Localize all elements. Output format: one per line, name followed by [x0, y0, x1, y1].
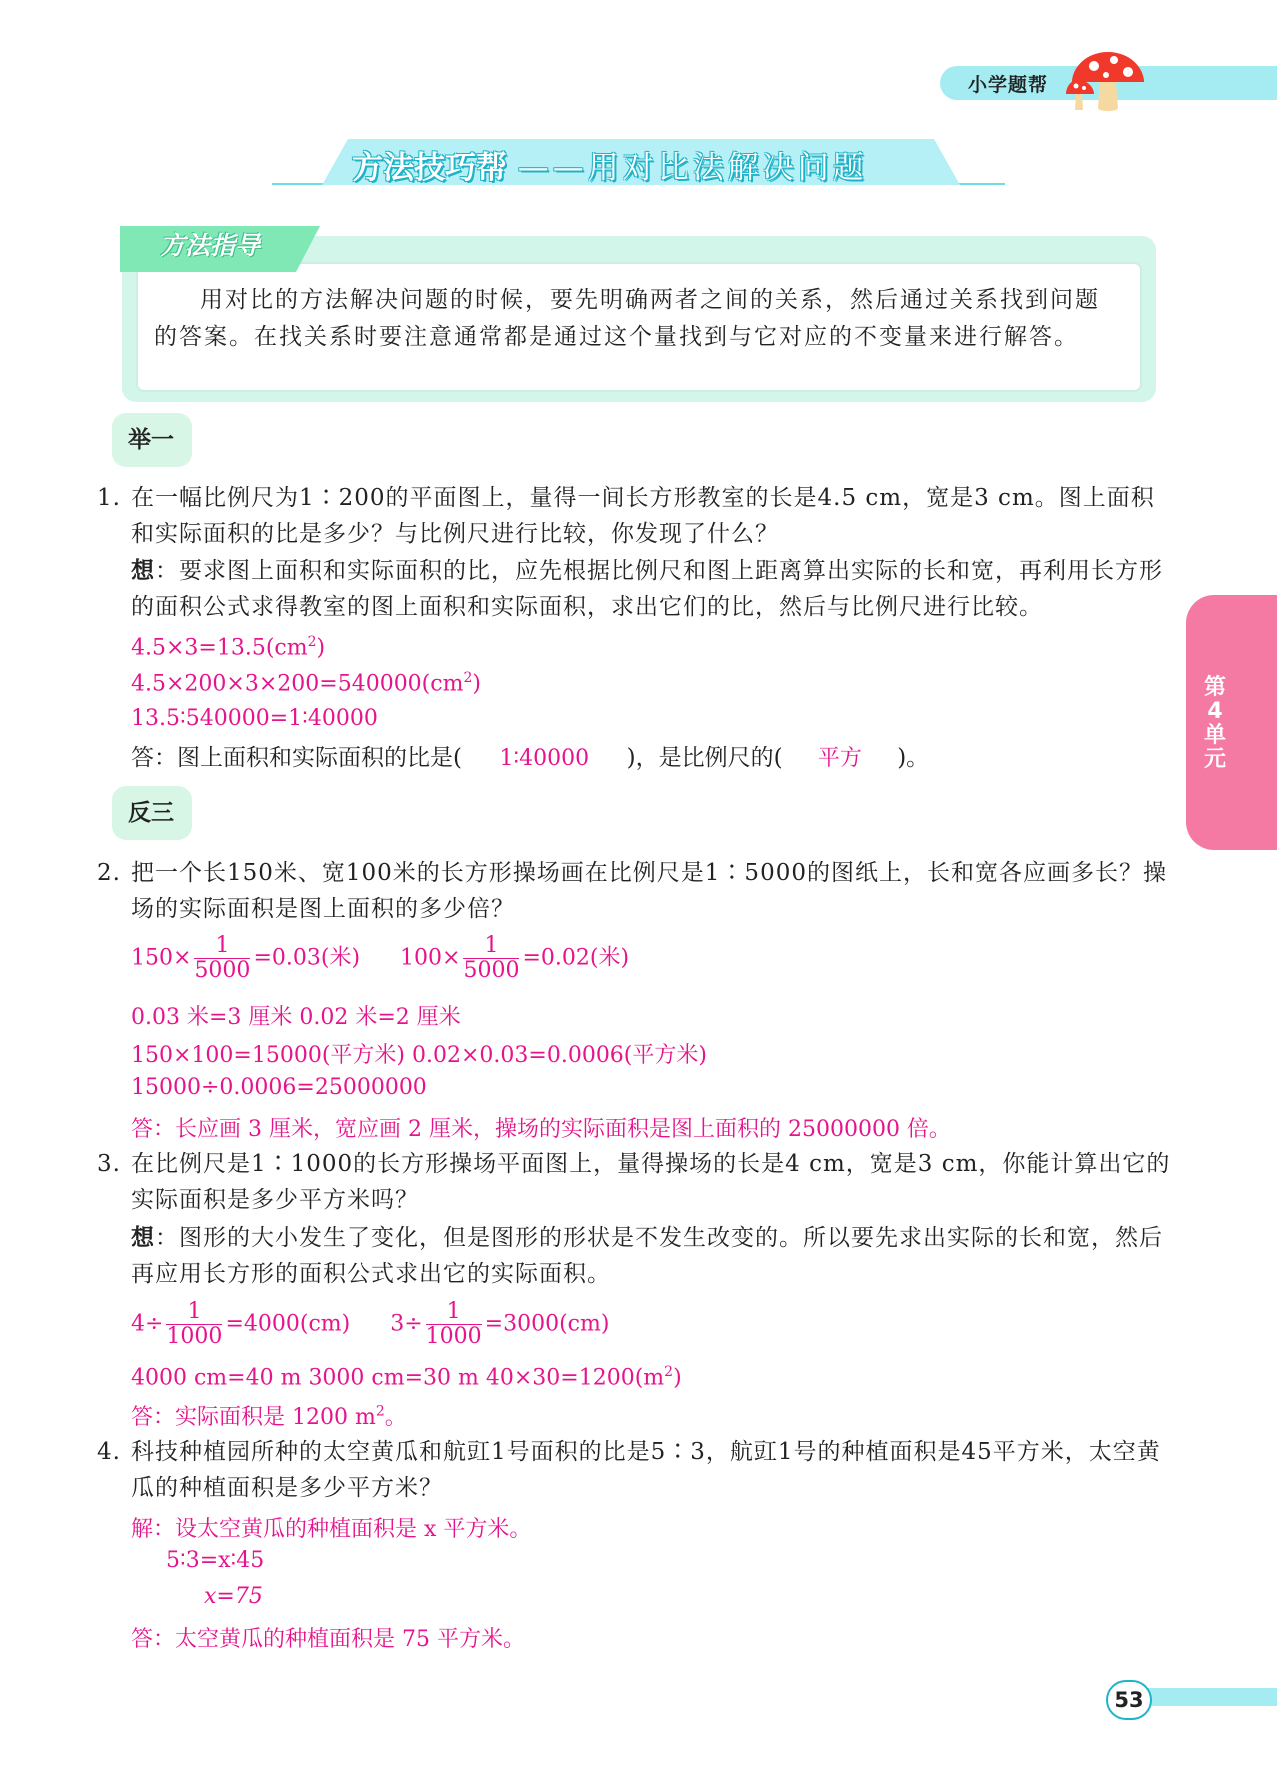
think-1 [131, 553, 1171, 625]
title-dash: —— [517, 150, 588, 186]
think-label: 想 [131, 1225, 155, 1251]
brand-text: 小学题帮 [968, 74, 1049, 96]
unit-label: 第4单元 [1203, 675, 1226, 772]
fraction [194, 934, 250, 983]
section-tag-fansan: 反三 [112, 786, 192, 840]
superscript: 2 [307, 634, 317, 650]
numerator: 1 [166, 1300, 222, 1325]
answer-text: 4000 cm=40 m 3000 cm=30 m 40×30=1200(m [131, 1365, 665, 1391]
denominator: 1000 [425, 1324, 482, 1349]
answer-text: =0.03(米) [253, 945, 361, 971]
method-text: 用对比的方法解决问题的时候，要先明确两者之间的关系，然后通过关系找到问题的答案。在找关系时要注意通常都是通过这个量找到与它对应的不变量来进行解答。 [154, 287, 1100, 350]
answer-1 [131, 740, 929, 777]
answer-text: =4000(cm) [225, 1311, 351, 1337]
mushroom-icon [1064, 46, 1150, 112]
numerator: 1 [426, 1300, 482, 1325]
answer-text: 3÷ [390, 1311, 423, 1337]
denominator: 5000 [194, 958, 251, 983]
answer-line [131, 670, 481, 696]
think-text: ：图形的大小发生了变化，但是图形的形状是不发生改变的。所以要先求出实际的长和宽，然后再应用长方形的面积公式求出它的实际面积。 [131, 1225, 1163, 1287]
blank-answer-square: 平方 [817, 746, 862, 771]
question-text: 在一幅比例尺为1∶200的平面图上，量得一间长方形教室的长是4.5 cm，宽是3 cm。图上面积和实际面积的比是多少？与比例尺进行比较，你发现了什么？ [131, 485, 1155, 547]
page-title [352, 142, 868, 187]
answer-line: 5∶3=x∶45 [166, 1548, 265, 1573]
question-number: 4. [97, 1439, 121, 1465]
numerator: 1 [463, 934, 519, 959]
answer-line: 150×100=15000(平方米) 0.02×0.03=0.0006(平方米) [131, 1043, 707, 1068]
think-text: ：要求图上面积和实际面积的比，应先根据比例尺和图上距离算出实际的长和宽，再利用长方形的面积公式求得教室的图上面积和实际面积，求出它们的比，然后与比例尺进行比较。 [131, 558, 1163, 620]
answer-text: 4.5×200×3×200=540000(cm [131, 671, 464, 697]
answer-text: 100× [400, 945, 461, 971]
answer-text: ) [316, 635, 326, 661]
answer-text: =0.02(米) [522, 945, 630, 971]
fraction [166, 1300, 222, 1349]
answer-line: 13.5∶540000=1∶40000 [131, 706, 378, 731]
blank-answer-ratio: 1∶40000 [499, 746, 590, 771]
denominator: 1000 [166, 1324, 223, 1349]
answer-text: 答：实际面积是 1200 m [131, 1405, 376, 1430]
answer-text: ) [673, 1365, 682, 1391]
question-text: 科技种植园所种的太空黄瓜和航豇1号面积的比是5∶3，航豇1号的种植面积是45平方米，太空黄瓜的种植面积是多少平方米？ [131, 1439, 1161, 1501]
unit-side-tab [1186, 595, 1277, 850]
answer-text: ) [472, 671, 481, 697]
page-number: 53 [1106, 1680, 1152, 1720]
section-tag-juyi: 举一 [112, 413, 192, 467]
answer-prefix: 答：图上面积和实际面积的比是( [131, 745, 462, 771]
answer-text: 150× [131, 945, 192, 971]
question-number: 1. [97, 485, 121, 511]
superscript: 2 [463, 670, 473, 686]
answer-line: 解：设太空黄瓜的种植面积是 x 平方米。 [131, 1517, 532, 1542]
title-main: 方法技巧帮 [352, 150, 507, 186]
question-text: 在比例尺是1∶1000的长方形操场平面图上，量得操场的长是4 cm，宽是3 cm，你能计算出它的实际面积是多少平方米吗？ [131, 1151, 1171, 1213]
question-number: 2. [97, 860, 121, 886]
think-label: 想 [131, 558, 155, 584]
answer-line [131, 934, 629, 983]
answer-line: x=75 [204, 1584, 263, 1609]
answer-line: 答：长应画 3 厘米，宽应画 2 厘米，操场的实际面积是图上面积的 25000000 倍。 [131, 1117, 951, 1142]
answer-text: 4.5×3=13.5(cm [131, 635, 308, 661]
answer-line: 0.03 米=3 厘米 0.02 米=2 厘米 [131, 1005, 461, 1030]
title-sub: 用对比法解决问题 [587, 150, 868, 186]
answer-line: 15000÷0.0006=25000000 [131, 1075, 427, 1100]
answer-line [131, 634, 325, 660]
question-2 [97, 855, 1171, 927]
answer-mid: )，是比例尺的( [626, 745, 783, 771]
question-4 [97, 1434, 1171, 1506]
answer-text: =3000(cm) [484, 1311, 610, 1337]
denominator: 5000 [463, 958, 520, 983]
fraction [463, 934, 519, 983]
answer-line: 答：太空黄瓜的种植面积是 75 平方米。 [131, 1627, 525, 1652]
numerator: 1 [194, 934, 250, 959]
question-text: 把一个长150米、宽100米的长方形操场画在比例尺是1∶5000的图纸上，长和宽各应画多长？操场的实际面积是图上面积的多少倍？ [131, 860, 1167, 922]
superscript: 2 [375, 1403, 385, 1420]
fraction [426, 1300, 482, 1349]
question-number: 3. [97, 1151, 121, 1177]
answer-text: 4÷ [131, 1311, 164, 1337]
question-1 [97, 480, 1171, 552]
think-3 [131, 1220, 1171, 1292]
answer-line [131, 1400, 407, 1431]
answer-line [131, 1300, 609, 1349]
question-3 [97, 1146, 1171, 1218]
superscript: 2 [664, 1364, 674, 1380]
answer-suffix: )。 [897, 745, 930, 771]
answer-text: 。 [384, 1405, 407, 1430]
answer-line [131, 1364, 682, 1390]
method-tag: 方法指导 [160, 231, 261, 260]
